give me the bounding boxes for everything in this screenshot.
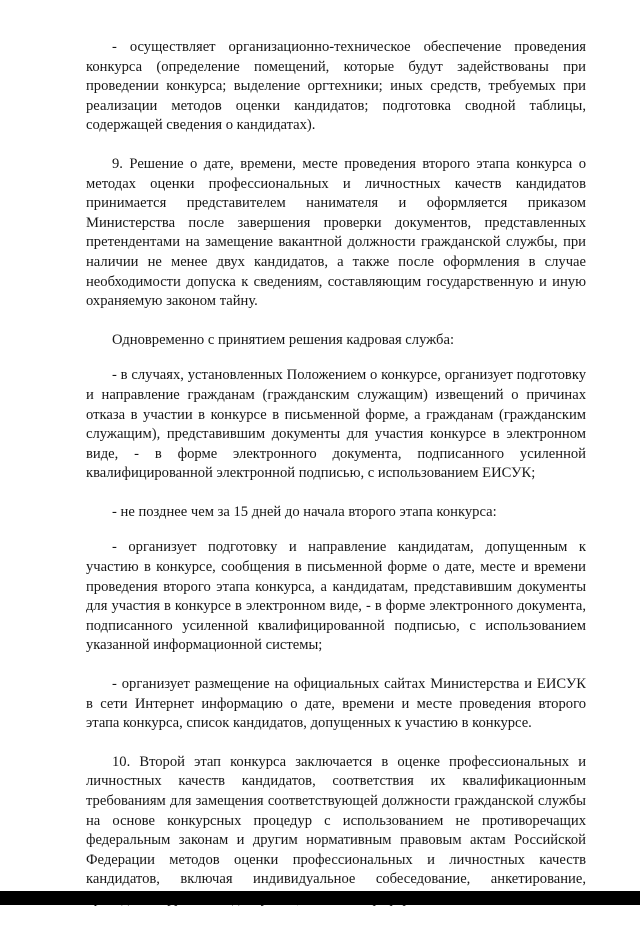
- document-page: [86, 38, 586, 929]
- paragraph-candidate-notification: - организует подготовку и направление кандидатам, допущенным к участию в конкурсе, сообщения в письменной форме о дате, месте и времени проведения второго этапа конкурса, а кандидатам, представившим документы для участия в конкурсе в электронном виде, - в форме электронного документа, подписанного усиленной квалифицированной подписью, с использованием указанной информационной системы;: [86, 539, 586, 654]
- paragraph-website-publication: - организует размещение на официальных сайтах Министерства и ЕИСУК в сети Интернет информацию о дате, времени и месте проведения второго этапа конкурса, список кандидатов, допущенных к участию в конкурсе.: [86, 676, 586, 732]
- paragraph-15-days-deadline: - не позднее чем за 15 дней до начала второго этапа конкурса:: [112, 503, 497, 520]
- paragraph-refusal-notices: - в случаях, установленных Положением о конкурсе, организует подготовку и направление гражданам (гражданским служащим) извещений о причинах отказа в участии в конкурсе в письменной форме, а гражданам (гражданским служащим), представившим документы для участия конкурсе в электронном виде, - в форме электронного документа, подписанного усиленной квалифицированной электронной подписью, с использованием ЕИСУК;: [86, 367, 586, 482]
- page-bottom-edge: [0, 891, 640, 905]
- paragraph-support-duties: - осуществляет организационно-техническое обеспечение проведения конкурса (определение помещений, которые будут задействованы при проведении конкурса; выделение оргтехники; иных средств, требуемых при реализации методов оценки кандидатов; подготовка сводной таблицы, содержащей сведения о кандидатах).: [86, 39, 586, 134]
- paragraph-hr-service-intro: Одновременно с принятием решения кадровая служба:: [112, 331, 455, 348]
- paragraph-item-10: 10. Второй этап конкурса заключается в оценке профессиональных и личностных качеств кандидатов, соответствия их квалификационным требованиям для замещения соответствующей должности гражданской службы на основе конкурсных процедур с использованием не противоречащих федеральным законам и другим нормативным правовым актам Российской Федерации методов оценки профессиональных и личностных качеств кандидатов, включая индивидуальное собеседование, анкетирование,: [86, 753, 586, 888]
- paragraph-item-9: 9. Решение о дате, времени, месте проведения второго этапа конкурса о методах оценки профессиональных и личностных качеств кандидатов принимается представителем нанимателя и оформляется приказом Министерства после завершения проверки документов, представленных претендентами на замещение вакантной должности гражданской службы, при наличии не менее двух кандидатов, а также после оформления в случае необходимости допуска к сведениям, составляющим государственную и иную охраняемую законом тайну.: [86, 155, 586, 310]
